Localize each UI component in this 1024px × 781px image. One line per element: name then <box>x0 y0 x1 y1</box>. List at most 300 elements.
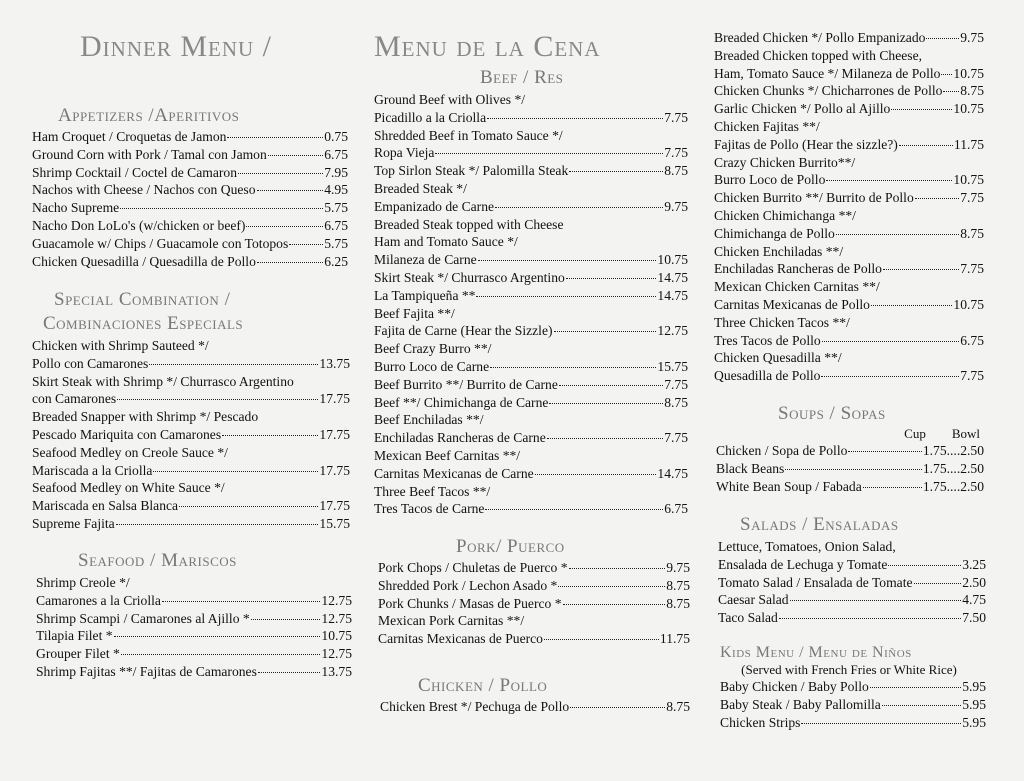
dot-leader <box>801 723 961 724</box>
menu-item-price: 11.75 <box>953 136 984 152</box>
menu-item-name: Ensalada de Lechuga y Tomate <box>718 556 888 572</box>
dot-leader <box>790 600 962 601</box>
menu-item <box>32 199 348 217</box>
menu-item-price: 14.75 <box>657 269 688 285</box>
menu-item-price: 0.75 <box>324 129 348 144</box>
menu-item-name: Tilapia Filet * <box>36 628 113 644</box>
dot-leader <box>544 639 659 640</box>
dot-leader <box>836 234 959 235</box>
menu-item-name: Taco Salad <box>718 610 778 626</box>
menu-item-name: Ropa Vieja <box>374 145 435 161</box>
menu-item <box>32 373 350 391</box>
menu-item-price: 10.75 <box>953 101 984 117</box>
menu-item <box>714 314 984 332</box>
menu-item <box>32 164 348 182</box>
menu-item <box>32 426 350 444</box>
menu-item-name: Breaded Steak topped with Cheese <box>374 216 564 232</box>
menu-item <box>374 465 688 483</box>
menu-item-price: 6.75 <box>664 501 688 517</box>
menu-item <box>380 698 690 716</box>
menu-item-name: Breaded Steak */ <box>374 180 467 196</box>
menu-item-name: con Camarones <box>32 391 117 407</box>
pork-title: Pork/ Puerco <box>456 536 565 557</box>
menu-item-name: Grouper Filet * <box>36 646 120 662</box>
menu-item <box>714 207 984 225</box>
chicken-list-left <box>380 698 690 716</box>
dot-leader <box>785 469 922 470</box>
menu-item <box>374 394 688 412</box>
menu-item-name: Shredded Pork / Lechon Asado * <box>378 577 558 593</box>
menu-item <box>716 460 984 478</box>
kids-list <box>720 678 986 731</box>
menu-item <box>714 225 984 243</box>
dot-leader <box>246 226 323 227</box>
dot-leader <box>120 208 323 209</box>
menu-item <box>720 714 986 732</box>
menu-item <box>374 340 688 358</box>
dot-leader <box>559 385 663 386</box>
menu-item <box>378 612 690 630</box>
menu-item-price: 8.75 <box>960 83 984 99</box>
beef-list <box>374 91 688 518</box>
menu-item-price: 8.75 <box>960 225 984 241</box>
dot-leader <box>871 305 952 306</box>
menu-item-name: Mariscada a la Criolla <box>32 462 153 478</box>
menu-item-price: 8.75 <box>666 699 690 714</box>
combos-title-1: Special Combination / <box>54 289 231 310</box>
appetizers-title: Appetizers /Aperitivos <box>58 105 240 126</box>
menu-item-price: 6.25 <box>324 253 348 269</box>
dot-leader <box>251 619 321 620</box>
menu-item-price: 4.95 <box>324 182 348 198</box>
menu-item <box>32 390 350 408</box>
dot-leader <box>490 367 656 368</box>
menu-item-price: 10.75 <box>953 65 984 81</box>
menu-item <box>714 118 984 136</box>
menu-item-name: Chicken Quesadilla **/ <box>714 350 842 366</box>
menu-item-name: Beef Enchiladas **/ <box>374 412 484 428</box>
menu-item <box>374 376 688 394</box>
menu-item-price: 17.75 <box>319 426 350 442</box>
menu-item-name: Pork Chunks / Masas de Puerco * <box>378 595 562 611</box>
menu-item-price: 8.75 <box>664 394 688 410</box>
menu-item-price: 5.95 <box>962 714 986 730</box>
menu-item <box>718 574 986 592</box>
dot-leader <box>227 137 323 138</box>
kids-title: Kids Menu / Menu de Niños <box>720 644 912 661</box>
menu-item <box>374 411 688 429</box>
menu-item-name: Ham Croquet / Croquetas de Jamon <box>32 129 227 144</box>
menu-item <box>378 630 690 648</box>
menu-item-name: Chicken Strips <box>720 714 801 730</box>
dot-leader <box>257 190 324 191</box>
menu-item-price: 3.25 <box>962 556 986 572</box>
menu-item <box>36 610 352 628</box>
menu-item-name: Ground Corn with Pork / Tamal con Jamon <box>32 146 267 162</box>
dot-leader <box>116 524 319 525</box>
menu-item <box>36 574 352 592</box>
menu-item <box>32 515 350 533</box>
menu-item-price: 7.75 <box>960 368 984 384</box>
menu-item-price: 1.75....2.50 <box>922 478 984 494</box>
menu-item <box>32 146 348 164</box>
menu-item-name: Black Beans <box>716 460 785 476</box>
menu-item <box>374 233 688 251</box>
dot-leader <box>926 38 959 39</box>
menu-item-price: 9.75 <box>666 560 690 575</box>
menu-item <box>374 500 688 518</box>
menu-item <box>374 127 688 145</box>
menu-item-name: Pork Chops / Chuletas de Puerco * <box>378 560 568 575</box>
menu-item-name: Chicken with Shrimp Sauteed */ <box>32 338 209 353</box>
menu-item-price: 15.75 <box>319 515 350 531</box>
dot-leader <box>222 435 318 436</box>
menu-item-name: Seafood Medley on Creole Sauce */ <box>32 444 228 460</box>
dot-leader <box>289 244 323 245</box>
dot-leader <box>149 364 318 365</box>
menu-item <box>32 408 350 426</box>
menu-item-price: 5.75 <box>324 235 348 251</box>
menu-item-name: Shredded Beef in Tomato Sauce */ <box>374 127 563 143</box>
cup-label: Cup <box>904 426 926 441</box>
kids-note: (Served with French Fries or White Rice) <box>741 662 957 677</box>
menu-item-price: 1.75....2.50 <box>922 443 984 458</box>
menu-item <box>714 296 984 314</box>
menu-item-price: 7.75 <box>664 430 688 446</box>
menu-item-name: Baby Chicken / Baby Pollo <box>720 679 869 694</box>
menu-item <box>720 696 986 714</box>
menu-item <box>374 287 688 305</box>
menu-item-name: Chicken / Sopa de Pollo <box>716 443 848 458</box>
dot-leader <box>914 583 962 584</box>
menu-item-name: Guacamole w/ Chips / Guacamole con Totopos <box>32 235 289 251</box>
menu-item <box>32 497 350 515</box>
menu-item-name: Caesar Salad <box>718 592 789 608</box>
dot-leader <box>114 636 321 637</box>
menu-item <box>374 269 688 287</box>
menu-item <box>714 349 984 367</box>
menu-item-name: Burro Loco de Carne <box>374 358 490 374</box>
dot-leader <box>238 173 323 174</box>
dot-leader <box>258 672 321 673</box>
menu-item-name: Fajitas de Pollo (Hear the sizzle?) <box>714 136 898 152</box>
menu-item <box>374 180 688 198</box>
menu-item <box>714 47 984 65</box>
menu-item-name: Tres Tacos de Carne <box>374 501 485 517</box>
dot-leader <box>485 509 663 510</box>
menu-item <box>374 322 688 340</box>
menu-item-price: 5.95 <box>962 696 986 712</box>
menu-item-price: 7.75 <box>664 376 688 392</box>
menu-item <box>714 260 984 278</box>
menu-item-price: 8.75 <box>666 595 690 611</box>
menu-item-name: Nacho Supreme <box>32 200 120 216</box>
menu-item <box>718 556 986 574</box>
menu-item-name: Beef Burrito **/ Burrito de Carne <box>374 376 558 392</box>
menu-item <box>374 429 688 447</box>
menu-item-name: Garlic Chicken */ Pollo al Ajillo <box>714 101 891 117</box>
dot-leader <box>915 198 959 199</box>
beef-title: Beef / Res <box>480 67 564 88</box>
menu-item <box>36 645 352 663</box>
dot-leader <box>487 118 663 119</box>
menu-item-price: 8.75 <box>664 163 688 179</box>
chicken-list-right <box>714 29 984 385</box>
combos-title-2: Combinaciones Especials <box>43 313 244 334</box>
seafood-list <box>36 574 352 681</box>
menu-item-name: Baby Steak / Baby Pallomilla <box>720 696 881 712</box>
menu-item-price: 7.50 <box>962 610 986 626</box>
menu-title-spanish: Menu de la Cena <box>374 30 601 63</box>
menu-item-price: 10.75 <box>657 252 688 268</box>
menu-item-price: 12.75 <box>321 610 352 626</box>
menu-item <box>378 577 690 595</box>
menu-item-price: 12.75 <box>321 592 352 608</box>
menu-item <box>378 559 690 577</box>
menu-item-name: Three Beef Tacos **/ <box>374 483 491 499</box>
menu-item-name: Chicken Chimichanga **/ <box>714 207 856 223</box>
menu-item-name: Empanizado de Carne <box>374 198 495 214</box>
menu-item <box>714 278 984 296</box>
dot-leader <box>121 654 321 655</box>
dot-leader <box>943 91 959 92</box>
menu-item-name: Picadillo a la Criolla <box>374 109 487 125</box>
dot-leader <box>779 618 961 619</box>
menu-item-name: Enchiladas Rancheras de Carne <box>374 430 546 446</box>
menu-item <box>716 442 984 460</box>
menu-item <box>374 447 688 465</box>
menu-item-price: 12.75 <box>657 323 688 339</box>
menu-item-name: Enchiladas Rancheras de Pollo <box>714 261 882 277</box>
dot-leader <box>899 145 953 146</box>
menu-item-name: Mexican Beef Carnitas **/ <box>374 447 521 463</box>
menu-item <box>714 29 984 47</box>
menu-item-price: 5.95 <box>962 679 986 694</box>
menu-item <box>32 217 348 235</box>
dot-leader <box>535 474 657 475</box>
menu-item-name: Beef Crazy Burro **/ <box>374 341 492 357</box>
menu-item-name: Chicken Fajitas **/ <box>714 118 820 134</box>
menu-item-name: Mariscada en Salsa Blanca <box>32 498 179 514</box>
dot-leader <box>476 296 656 297</box>
dot-leader <box>566 278 657 279</box>
combos-list <box>32 337 350 533</box>
menu-item-price: 5.75 <box>324 200 348 216</box>
menu-item-price: 13.75 <box>319 355 350 371</box>
menu-item <box>374 305 688 323</box>
dot-leader <box>870 687 961 688</box>
menu-item-name: Lettuce, Tomatoes, Onion Salad, <box>718 539 896 554</box>
menu-item <box>716 478 984 496</box>
menu-item-name: Chicken Enchiladas **/ <box>714 243 844 259</box>
dot-leader <box>891 109 952 110</box>
dot-leader <box>554 331 657 332</box>
seafood-title: Seafood / Mariscos <box>78 550 237 571</box>
menu-item <box>32 235 348 253</box>
menu-item <box>374 144 688 162</box>
menu-item <box>32 444 350 462</box>
menu-item-price: 8.75 <box>666 577 690 593</box>
salads-title: Salads / Ensaladas <box>740 514 899 535</box>
menu-item-price: 11.75 <box>659 631 690 647</box>
menu-item <box>374 216 688 234</box>
menu-item-name: Pollo con Camarones <box>32 355 149 371</box>
menu-item-name: Crazy Chicken Burrito**/ <box>714 154 856 170</box>
menu-item-name: Breaded Chicken topped with Cheese, <box>714 47 923 63</box>
menu-item <box>32 479 350 497</box>
menu-item-name: Quesadilla de Pollo <box>714 368 821 384</box>
menu-item-name: Ham and Tomato Sauce */ <box>374 234 518 250</box>
bowl-label: Bowl <box>951 426 980 441</box>
menu-item <box>718 591 986 609</box>
menu-item-name: Chimichanga de Pollo <box>714 225 835 241</box>
menu-item-name: Fajita de Carne (Hear the Sizzle) <box>374 323 553 339</box>
menu-item-price: 7.75 <box>960 261 984 277</box>
menu-item-price: 15.75 <box>657 358 688 374</box>
menu-item-name: Beef **/ Chimichanga de Carne <box>374 394 549 410</box>
menu-item-price: 9.75 <box>664 198 688 214</box>
menu-item-price: 7.95 <box>324 164 348 180</box>
menu-item <box>714 154 984 172</box>
menu-item <box>714 136 984 154</box>
menu-item-price: 14.75 <box>657 465 688 481</box>
menu-item <box>378 595 690 613</box>
menu-item-name: Breaded Chicken */ Pollo Empanizado <box>714 30 926 45</box>
menu-item-price: 7.75 <box>960 190 984 206</box>
dot-leader <box>547 438 663 439</box>
menu-item <box>374 483 688 501</box>
menu-item-price: 10.75 <box>953 172 984 188</box>
menu-item-price: 14.75 <box>657 287 688 303</box>
menu-item-name: Camarones a la Criolla <box>36 592 161 608</box>
dot-leader <box>888 565 961 566</box>
menu-item-name: Chicken Chunks */ Chicharrones de Pollo <box>714 83 943 99</box>
menu-item <box>714 189 984 207</box>
menu-item-price: 7.75 <box>664 145 688 161</box>
menu-item-price: 12.75 <box>321 646 352 662</box>
appetizers-list <box>32 128 348 270</box>
menu-item-name: Shrimp Cocktail / Coctel de Camaron <box>32 164 238 180</box>
menu-item <box>32 355 350 373</box>
dot-leader <box>863 487 922 488</box>
dot-leader <box>941 74 952 75</box>
menu-item <box>714 82 984 100</box>
soups-title: Soups / Sopas <box>778 403 886 424</box>
menu-item-name: Shrimp Scampi / Camarones al Ajillo * <box>36 610 250 626</box>
menu-item-name: Nachos with Cheese / Nachos con Queso <box>32 182 256 198</box>
menu-item-price: 1.75....2.50 <box>922 460 984 476</box>
dot-leader <box>179 506 318 507</box>
menu-item <box>32 181 348 199</box>
dot-leader <box>570 707 665 708</box>
menu-item-price: 2.50 <box>962 574 986 590</box>
menu-item-name: White Bean Soup / Fabada <box>716 478 862 494</box>
menu-item-name: Chicken Brest */ Pechuga de Pollo <box>380 699 570 714</box>
menu-item-name: Carnitas Mexicanas de Pollo <box>714 296 870 312</box>
menu-item <box>32 337 350 355</box>
dot-leader <box>821 376 959 377</box>
dot-leader <box>563 604 666 605</box>
menu-item-name: Shrimp Fajitas **/ Fajitas de Camarones <box>36 663 257 679</box>
menu-item-name: Mexican Pork Carnitas **/ <box>378 613 525 629</box>
dot-leader <box>826 180 952 181</box>
menu-item-name: Burro Loco de Pollo <box>714 172 826 188</box>
menu-item-name: Three Chicken Tacos **/ <box>714 314 850 330</box>
menu-item-name: Beef Fajita **/ <box>374 305 455 321</box>
menu-item-price: 4.75 <box>962 592 986 608</box>
menu-item-name: Supreme Fajita <box>32 515 115 531</box>
menu-item-price: 10.75 <box>953 296 984 312</box>
dot-leader <box>162 601 320 602</box>
dot-leader <box>883 269 959 270</box>
menu-item-price: 6.75 <box>324 146 348 162</box>
menu-item-name: La Tampiqueña ** <box>374 287 476 303</box>
menu-item <box>714 367 984 385</box>
menu-item-name: Carnitas Mexicanas de Puerco <box>378 631 543 647</box>
menu-item-name: Milaneza de Carne <box>374 252 477 268</box>
menu-item-price: 17.75 <box>319 462 350 478</box>
menu-item <box>714 100 984 118</box>
menu-item <box>374 198 688 216</box>
dot-leader <box>268 155 323 156</box>
dot-leader <box>569 568 666 569</box>
menu-item <box>374 358 688 376</box>
dot-leader <box>495 207 663 208</box>
menu-item-price: 6.75 <box>960 332 984 348</box>
menu-item-name: Seafood Medley on White Sauce */ <box>32 480 225 496</box>
dot-leader <box>257 262 323 263</box>
dot-leader <box>569 171 663 172</box>
menu-item-name: Nacho Don LoLo's (w/chicken or beef) <box>32 217 246 233</box>
menu-item-name: Pescado Mariquita con Camarones <box>32 426 222 442</box>
menu-item-name: Tomato Salad / Ensalada de Tomate <box>718 574 913 590</box>
menu-item <box>32 253 348 271</box>
salads-list <box>718 538 986 627</box>
menu-item-name: Top Sirlon Steak */ Palomilla Steak <box>374 163 569 179</box>
menu-item-price: 9.75 <box>960 30 984 45</box>
pork-list <box>378 559 690 648</box>
menu-item-price: 6.75 <box>324 217 348 233</box>
menu-item <box>718 609 986 627</box>
menu-item <box>714 243 984 261</box>
menu-item <box>374 251 688 269</box>
menu-title-english: Dinner Menu / <box>80 30 272 63</box>
menu-item-name: Tres Tacos de Pollo <box>714 332 821 348</box>
menu-item-price: 17.75 <box>319 498 350 514</box>
menu-item-price: 10.75 <box>321 628 352 644</box>
dot-leader <box>558 586 665 587</box>
menu-item-name: Ham, Tomato Sauce */ Milaneza de Pollo <box>714 65 941 81</box>
menu-item-price: 13.75 <box>321 663 352 679</box>
menu-item-name: Skirt Steak */ Churrasco Argentino <box>374 269 565 285</box>
menu-item-name: Breaded Snapper with Shrimp */ Pescado <box>32 409 259 425</box>
menu-item-name: Shrimp Creole */ <box>36 575 130 590</box>
menu-item-price: 17.75 <box>319 391 350 407</box>
menu-item <box>32 128 348 146</box>
menu-item <box>718 538 986 556</box>
dot-leader <box>549 403 663 404</box>
dot-leader <box>117 399 318 400</box>
dot-leader <box>435 153 663 154</box>
menu-item <box>720 678 986 696</box>
menu-item <box>32 462 350 480</box>
dot-leader <box>153 471 318 472</box>
dot-leader <box>478 260 657 261</box>
menu-item-name: Chicken Burrito **/ Burrito de Pollo <box>714 190 914 206</box>
dot-leader <box>822 341 960 342</box>
menu-item <box>36 592 352 610</box>
menu-item <box>374 91 688 109</box>
